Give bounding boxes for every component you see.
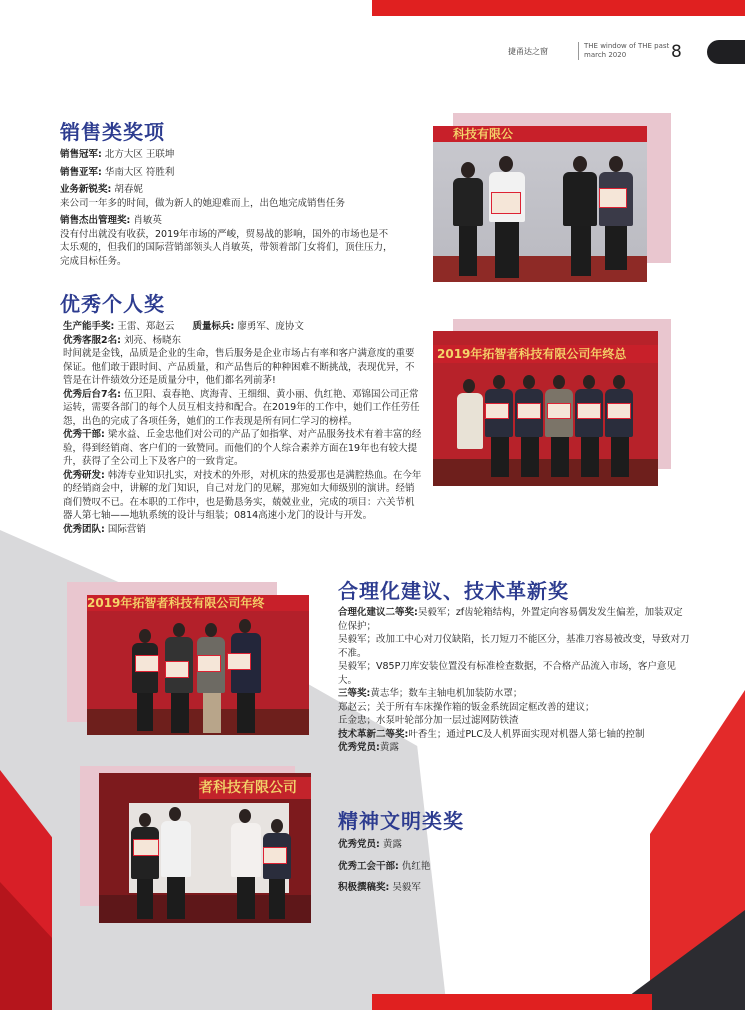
rational-line: 吴毅军；改加工中心对刀仪缺陷，长刀短刀不能区分，基准刀容易被改变，导致对刀不准。 [338,634,690,659]
rational-line: 丘金忠；水泵叶轮部分加一层过滤网防铁渣 [338,715,519,726]
spirit-line: 优秀党员: 黄露 [338,839,402,850]
sales-item: 销售冠军: 北方大区 王联坤 [60,149,175,160]
sales-section-body [60,148,395,272]
spirit-section-title: 精神文明类奖 [338,809,464,833]
team-line: 优秀团队: 国际营销 [63,523,146,535]
issue-date: march 2020 [584,51,627,59]
rd-line: 优秀研发: 韩涛专业知识扎实，对技术的外形，对机床的热爱那也是满腔热血。在今年的经销商会中，讲解的龙门知识，自己对龙门的见解，那宛如大师级别的演讲。经销商们赞叹不已。在本职的工作中，也是勤恳务实，兢兢业业，完成的项目：六关节机器人第七轴——地轨系统的设计与组装；0814高速小龙门的设计与开发。 [63,469,422,521]
rational-section-body [338,606,690,755]
header-divider [578,42,579,60]
cadre-line: 优秀干部: 梁水益、丘金忠他们对公司的产品了如指掌、对产品服务技术有着丰富的经验，得到经销商、客户们的一致赞同。而他们的个人综合素养方面在19年也有较大提升，获得了全公司上下及客户的一致肯定。 [63,429,422,467]
spirit-line: 积极撰稿奖: 吴毅军 [338,882,421,893]
sales-award-photo [433,126,647,282]
service-line: 优秀客服2名: 刘亮、杨晓东 [63,334,181,346]
photo-banner: 2019年拓智者科技有限公司年终总 [433,345,658,363]
rational-line: 优秀党员:黄露 [338,742,399,753]
production-quality-line: 生产能手奖: 王雷、郑赵云 质量标兵: 廖勇军、庞协文 [63,321,304,332]
magazine-name: 捷甬达之窗 [508,47,548,56]
bottom-red-bar [372,994,652,1010]
rational-line: 吴毅军；V85P刀库安装位置没有标准检查数据，不合格产品流入市场，客户意见大。 [338,661,676,686]
photo-banner: 者科技有限公司 [199,777,311,799]
individual-award-photo [433,331,658,486]
rational-line: 郑赵云；关于所有车床操作箱的钣金系统固定框改善的建议； [338,701,595,713]
sales-section-title: 销售类奖项 [60,120,165,144]
spirit-award-photo [99,773,311,923]
rational-line: 三等奖:黄志华；数车主轴电机加装防水罩； [338,688,523,699]
sales-item: 业务新锐奖: 胡春妮 来公司一年多的时间，做为新人的她迎难而上，出色地完成销售任务 [60,184,346,209]
rational-section-title: 合理化建议、技术革新奖 [338,579,569,603]
photo-banner: 2019年拓智者科技有限公司年终 [87,595,309,611]
page-tab-pill [707,40,745,64]
rational-line: 技术革新二等奖:叶香生；通过PLC及人机界面实现对机器人第七轴的控制 [338,728,645,740]
spirit-section-body [338,838,638,895]
rational-award-photo [87,595,309,735]
spirit-line: 优秀工会干部: 仇红艳 [338,860,431,872]
issue-line-1: THE window of THE past [584,42,670,50]
top-red-bar [372,0,745,16]
issue-info [584,42,669,60]
page-number: 8 [671,42,682,62]
individual-section-body [63,320,423,536]
sales-item: 销售杰出管理奖: 肖敏英 没有付出就没有收获，2019年市场的严峻，贸易战的影响，国外的市场也是不太乐观的，但我们的国际营销部领头人肖敏英，带领着部门女将们，顶住压力，完成目标任务。 [60,215,393,267]
rational-line: 合理化建议二等奖:吴毅军；zf齿轮箱结构，外置定向容易偶发发生偏差，加装双定位保护； [338,607,683,632]
backend-line: 优秀后台7名: 伍卫阳、袁春艳、庹海青、王细细、黄小丽、仇红艳、邓锦国公司正常运转，需要各部门的每个人员互相支持和配合。在2019年的工作中，她们工作任劳任怨，出色的完成了各项任务，她们的工作表现是所有同仁学习的榜样。 [63,388,420,427]
service-desc: 时间就是金钱，品质是企业的生命，售后服务是企业市场占有率和客户满意度的重要保证。他们敢于跟时间、产品质量，和产品售后的种种困难不断挑战，表现优异，不管是在计件绩效分还是质量分中，他们都名列前茅! [63,348,415,386]
photo-banner: 科技有限公 [433,126,647,142]
individual-section-title: 优秀个人奖 [60,292,165,316]
sales-item: 销售亚军: 华南大区 符胜利 [60,166,175,178]
